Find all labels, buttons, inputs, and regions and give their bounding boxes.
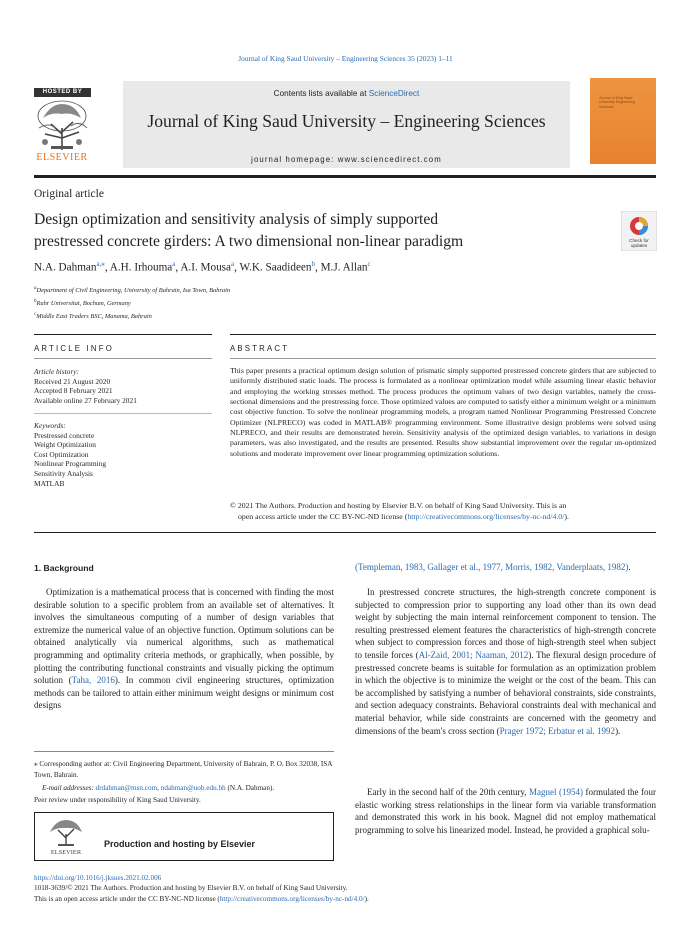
email-owner: (N.A. Dahman). bbox=[225, 783, 275, 792]
paragraph-text: Early in the second half of the 20th century, bbox=[367, 787, 530, 797]
keyword: Sensitivity Analysis bbox=[34, 468, 93, 478]
column-2-citations bbox=[355, 561, 656, 574]
sciencedirect-link[interactable]: ScienceDirect bbox=[368, 89, 420, 98]
crossmark-line-2: updates bbox=[630, 243, 648, 248]
open-access-text: This is an open access article under the CC BY-NC-ND license ( bbox=[34, 894, 220, 903]
author-separator: , bbox=[315, 261, 321, 274]
author-separator: , bbox=[104, 261, 110, 274]
email-link[interactable]: drdahman@msn.com bbox=[95, 783, 158, 792]
production-text: Production and hosting by Elsevier bbox=[104, 839, 256, 849]
header-rule bbox=[34, 175, 656, 178]
history-label: Article history: bbox=[34, 367, 79, 376]
contents-prefix: Contents lists available at bbox=[273, 89, 369, 98]
affiliation-text: Ruhr Universitat, Bochum, Germany bbox=[36, 300, 131, 308]
paragraph-text: formulated the four elastic working stress relationships in the linear form via variable transformation and demonstrated this work in his book. Magnel did not employ mathematical programming to solve his linearized model. Instead, he provided a graphical solu- bbox=[355, 787, 656, 835]
author-separator: , bbox=[234, 261, 240, 274]
journal-homepage[interactable]: journal homepage: www.sciencedirect.com bbox=[251, 155, 442, 164]
keyword: Nonlinear Programming bbox=[34, 459, 107, 469]
open-access-text-end: ). bbox=[364, 894, 369, 903]
affiliation bbox=[34, 296, 230, 309]
author-affil-mark[interactable]: c bbox=[367, 260, 371, 268]
affiliations bbox=[34, 283, 230, 322]
crossmark-button[interactable] bbox=[621, 211, 657, 251]
email-label: E-mail addresses: bbox=[42, 783, 96, 792]
affiliation-text: Department of Civil Engineering, University of Bahrain, Isa Town, Bahrain bbox=[36, 287, 231, 295]
article-info-heading: ARTICLE INFO bbox=[34, 344, 114, 353]
citation-link[interactable]: Magnel (1954) bbox=[529, 787, 584, 797]
hosted-by-label: HOSTED BY bbox=[34, 88, 91, 97]
title-line-2: prestressed concrete girders: A two dimensional non-linear paradigm bbox=[34, 233, 464, 250]
paragraph-1 bbox=[34, 586, 334, 712]
info-divider bbox=[34, 413, 212, 414]
crossmark-icon bbox=[621, 211, 657, 251]
article-type: Original article bbox=[34, 188, 104, 200]
open-access-line bbox=[34, 894, 656, 904]
crossmark-line-1: Check for bbox=[629, 238, 649, 243]
issn-line: 1018-3639/© 2021 The Authors. Production and hosting by Elsevier B.V. on behalf of King Saud University. bbox=[34, 884, 348, 893]
author-name[interactable]: W.K. Saadideen bbox=[239, 261, 312, 274]
peer-review-note: Peer review under responsibility of King Saud University. bbox=[34, 796, 201, 805]
license-link[interactable]: http://creativecommons.org/licenses/by-nc-nd/4.0/ bbox=[219, 894, 365, 903]
paragraph-text: In prestressed concrete structures, the high-strength concrete component is subjected to compression prior to supporting any load other than its own dead weight by subjecting the main internal reinforcement component to tension. The resulting prestressed element features the characteristics of high-strength concrete when subject to compression forces and those of high-strength steel when subject to tensile forces ( bbox=[355, 587, 656, 660]
article-title bbox=[34, 209, 604, 253]
author-affil-mark[interactable]: a,⁎ bbox=[96, 260, 105, 268]
author-name[interactable]: A.H. Irhouma bbox=[109, 261, 173, 274]
abstract-text: This paper presents a practical optimum design solution of prismatic simply supported prestressed concrete girders that are subjected to uniformly distributed static loads. The process is formulated as a nonlinear optimization model while assuming linear elastic behavior and employing the working stresses method. The process produces the optimum values of two design variables, namely the cross-sectional dimensions and the prestressing force. Those optimized values are computed to satisfy either a minimum weight or a minimum cost objective function. To solve the nonlinear programming models, a program named Nonlinear Programming Prestressed Concrete Optimizer (NLPRECO) was coded in MATLAB® programming environment. Some illustrative design problems were solved using NLPRECO, and their results are demonstrated herein. Sensitivity analysis of the optimized design variables, to variations in design parameters, was also investigated, and the results are presented. Results show substantial improvement over the regular un-optimized solutions and moderate improvement over linear programming optimization solutions. bbox=[230, 366, 656, 458]
elsevier-small-logo-icon bbox=[42, 816, 90, 856]
author-name[interactable]: A.I. Mousa bbox=[180, 261, 231, 274]
author-affil-mark[interactable]: a bbox=[172, 260, 176, 268]
citation-link[interactable]: (Templeman, 1983, Gallager et al., 1977, Morris, 1982, Vanderplaats, 1982) bbox=[355, 562, 629, 572]
affiliation-mark: c bbox=[34, 312, 37, 318]
history-received: Received 21 August 2020 bbox=[34, 376, 111, 386]
author-affil-mark[interactable]: b bbox=[311, 260, 315, 268]
author-separator: , bbox=[175, 261, 181, 274]
info-top-rule bbox=[34, 334, 212, 335]
paragraph-3 bbox=[355, 786, 656, 836]
section-heading: 1. Background bbox=[34, 563, 94, 573]
paragraph-text: . bbox=[628, 562, 631, 572]
contents-line bbox=[123, 89, 570, 98]
info-sub-rule bbox=[34, 358, 212, 359]
abstract-sub-rule bbox=[230, 358, 656, 359]
title-line-1: Design optimization and sensitivity analysis of simply supported bbox=[34, 211, 439, 228]
email-link[interactable]: ndahman@uob.edu.bh bbox=[160, 783, 226, 792]
author-affil-mark[interactable]: a bbox=[231, 260, 235, 268]
journal-title: Journal of King Saud University – Engineering Sciences bbox=[147, 111, 546, 131]
affiliation-mark: a bbox=[34, 286, 37, 291]
affiliation-text: Middle East Traders BSC, Manama, Bahrain bbox=[36, 313, 152, 321]
copyright-text-end: ). bbox=[564, 511, 569, 521]
email-line bbox=[34, 783, 334, 794]
abstract-bottom-rule bbox=[34, 532, 656, 533]
keyword: Weight Optimization bbox=[34, 440, 97, 450]
footnote-rule bbox=[34, 751, 334, 752]
keywords-label: Keywords: bbox=[34, 421, 66, 430]
article-history bbox=[34, 367, 212, 405]
elsevier-wordmark: ELSEVIER bbox=[36, 152, 88, 163]
keywords bbox=[34, 421, 212, 488]
affiliation bbox=[34, 309, 230, 322]
abstract-copyright bbox=[230, 501, 656, 522]
copyright-text: open access article under the CC BY-NC-ND license ( bbox=[238, 511, 408, 521]
license-link[interactable]: http://creativecommons.org/licenses/by-nc-nd/4.0/ bbox=[407, 511, 565, 521]
copyright-line-1: © 2021 The Authors. Production and hosting by Elsevier B.V. on behalf of King Saud University. This is an bbox=[230, 501, 567, 510]
footnotes bbox=[34, 759, 334, 806]
elsevier-tree-logo-icon bbox=[31, 98, 93, 152]
author-name[interactable]: M.J. Allan bbox=[320, 261, 368, 274]
keyword: MATLAB bbox=[34, 478, 65, 488]
citation-link[interactable]: Prager 1972; Erbatur et al. 1992 bbox=[499, 725, 616, 736]
journal-reference[interactable]: Journal of King Saud University – Engineering Sciences 35 (2023) 1–11 bbox=[238, 54, 453, 63]
keyword: Prestressed concrete bbox=[34, 430, 95, 440]
affiliation bbox=[34, 283, 230, 296]
paragraph-2 bbox=[355, 586, 656, 737]
author-list bbox=[34, 260, 371, 274]
page-footer bbox=[34, 873, 656, 904]
doi-link[interactable]: https://doi.org/10.1016/j.jksues.2021.02.006 bbox=[34, 874, 162, 882]
paragraph-text: Optimization is a mathematical process that is concerned with finding the most desirable solution to a specific problem from an available set of alternatives. It involves the simultaneous computing of a number of design variables that extremize the numerical value of an objective function. Optimum solutions can be obtained analytically via numerical algorithms, such as mathematical programming and optimality criteria methods, or graphically, when possible, by plotting the contributing functional constraints and visually picking the optimum solution ( bbox=[34, 587, 334, 686]
paragraph-text: ). In common civil engineering structures, optimization methods can be tailored to attain either minimum weight designs or minimum cost designs bbox=[34, 675, 334, 711]
abstract-top-rule bbox=[230, 334, 656, 335]
citation-link[interactable]: Taha, 2016 bbox=[71, 675, 115, 686]
history-online: Available online 27 February 2021 bbox=[34, 395, 137, 405]
keyword: Cost Optimization bbox=[34, 449, 89, 459]
affiliation-mark: b bbox=[34, 299, 37, 305]
paragraph-text: ). bbox=[615, 725, 621, 736]
corresponding-author-note: ⁎ Corresponding author at: Civil Engineering Department, University of Bahrain, P. O. Box 32038, ISA Town, Bahrain. bbox=[34, 760, 333, 779]
journal-cover bbox=[590, 78, 656, 164]
journal-cover-text: Journal of King Saud University Engineering Sciences bbox=[599, 96, 635, 109]
production-logo-word: ELSEVIER bbox=[50, 849, 82, 856]
citation-link[interactable]: Al-Zaid, 2001; Naaman, 2012 bbox=[418, 649, 529, 660]
abstract-heading: ABSTRACT bbox=[230, 344, 290, 353]
copyright-line-2 bbox=[230, 512, 656, 523]
history-accepted: Accepted 8 February 2021 bbox=[34, 386, 113, 396]
paragraph-text: ). The flexural design procedure of prestressed concrete beams is suitable for formulation as an optimization problem in which the objective is to minimize the weight or the cost of the beam. This can be accomplished by satisfying a number of behavioral constraints, side constraints, and section adequacy constraints. Behavioral constraints deal with mechanical and material behavior, while side constraints are concerned with the geometry and dimensions of the beam's cross section ( bbox=[355, 649, 656, 736]
author-name[interactable]: N.A. Dahman bbox=[34, 261, 97, 274]
email-separator: , bbox=[157, 783, 161, 792]
